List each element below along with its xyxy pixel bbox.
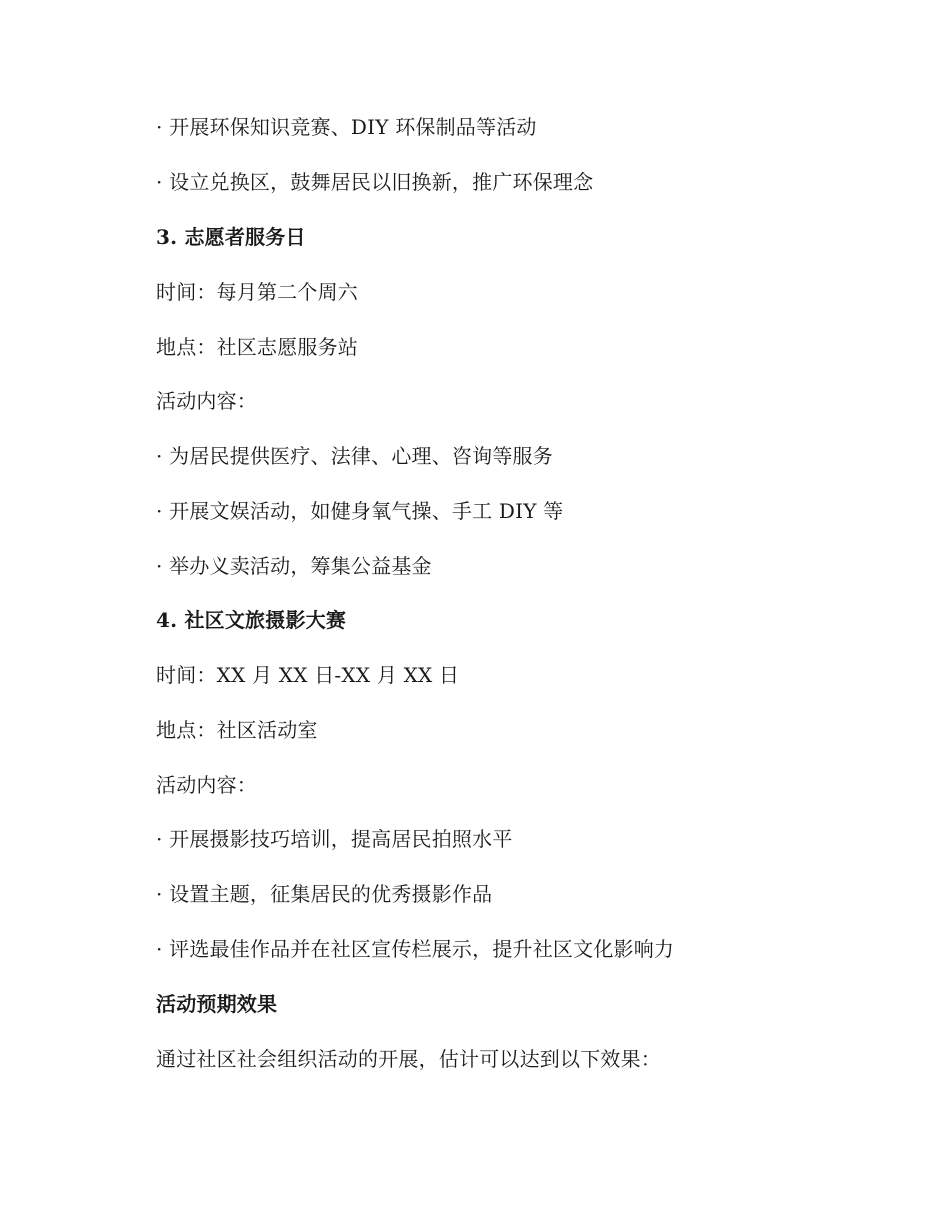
section-heading: 4. 社区文旅摄影大赛 <box>156 608 347 632</box>
info-line: 地点：社区志愿服务站 <box>156 335 358 359</box>
bullet-item: · 设置主题，征集居民的优秀摄影作品 <box>156 882 493 906</box>
section-heading: 活动预期效果 <box>156 992 278 1016</box>
info-line: 地点：社区活动室 <box>156 718 318 742</box>
info-line: 时间：每月第二个周六 <box>156 280 358 304</box>
bullet-item: · 开展摄影技巧培训，提高居民拍照水平 <box>156 827 513 851</box>
bullet-item: · 举办义卖活动，筹集公益基金 <box>156 554 432 578</box>
bullet-item: · 开展文娱活动，如健身氧气操、手工 DIY 等 <box>156 499 564 523</box>
content-label: 活动内容： <box>156 773 257 797</box>
content-label: 活动内容： <box>156 389 257 413</box>
section-heading: 3. 志愿者服务日 <box>156 225 306 249</box>
paragraph: 通过社区社会组织活动的开展，估计可以达到以下效果： <box>156 1047 661 1071</box>
bullet-item: · 开展环保知识竞赛、DIY 环保制品等活动 <box>156 115 537 139</box>
bullet-item: · 评选最佳作品并在社区宣传栏展示，提升社区文化影响力 <box>156 937 675 961</box>
bullet-item: · 为居民提供医疗、法律、心理、咨询等服务 <box>156 444 553 468</box>
info-line: 时间：XX 月 XX 日-XX 月 XX 日 <box>156 663 460 687</box>
bullet-item: · 设立兑换区，鼓舞居民以旧换新，推广环保理念 <box>156 170 594 194</box>
